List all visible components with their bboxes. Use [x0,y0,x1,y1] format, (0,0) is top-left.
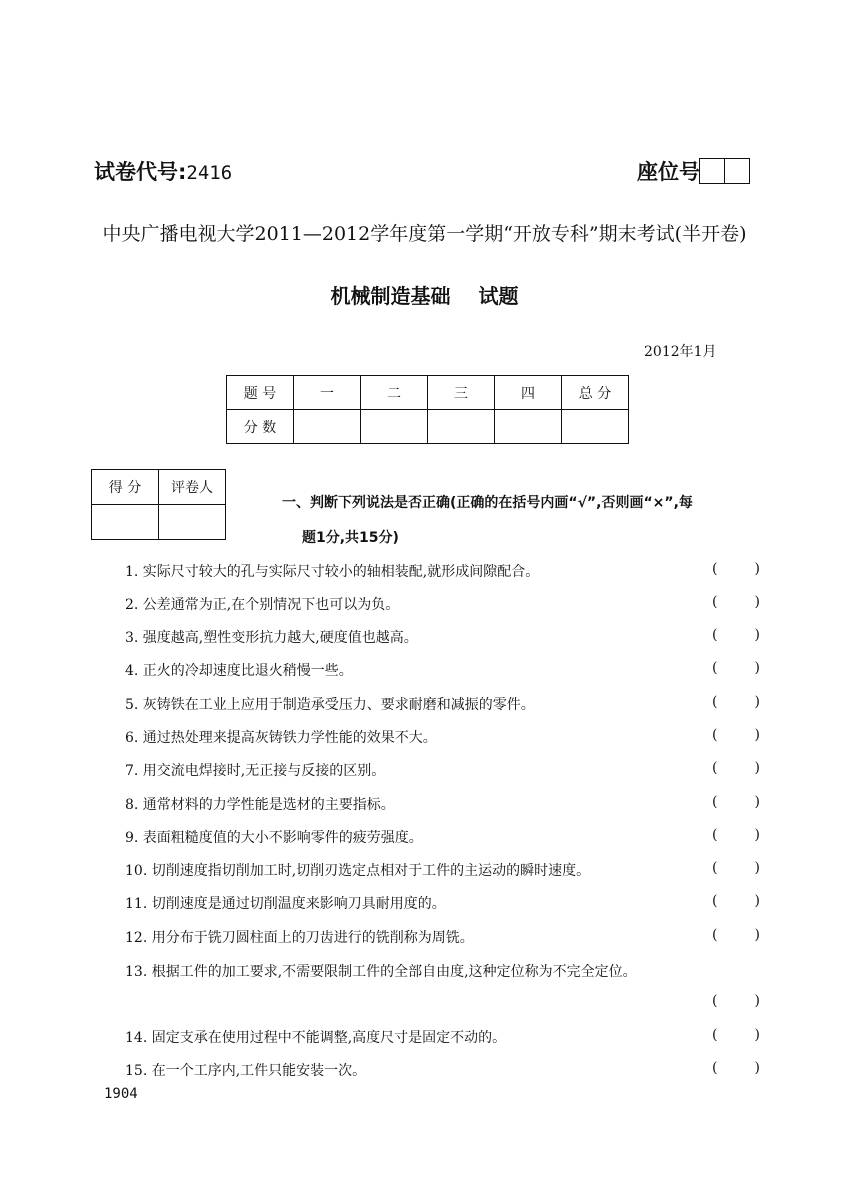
section-heading-cont: 题1分,共15分) [302,530,399,546]
paren-open: ( [712,1060,718,1076]
answer-parentheses[interactable] [712,561,760,577]
score-table-cell: 一 [294,376,361,410]
question-text: 5. 灰铸铁在工业上应用于制造承受压力、要求耐磨和减振的零件。 [125,697,535,713]
seat-number-label: 座位号 [637,160,700,184]
score-entry-total[interactable] [562,410,629,444]
paren-close: ) [754,561,760,577]
paren-close: ) [754,594,760,610]
score-entry-2[interactable] [361,410,428,444]
answer-parentheses[interactable] [712,893,760,909]
paren-open: ( [712,627,718,643]
grader-name-label: 评卷人 [159,470,226,505]
seat-number [637,156,750,186]
score-entry-1[interactable] [294,410,361,444]
answer-parentheses[interactable] [712,694,760,710]
question-text: 15. 在一个工序内,工件只能安装一次。 [125,1063,367,1079]
answer-parentheses[interactable] [712,794,760,810]
exam-date: 2012年1月 [644,344,717,360]
paren-open: ( [712,727,718,743]
paren-open: ( [712,594,718,610]
answer-parentheses[interactable] [712,760,760,776]
grader-name-entry[interactable] [159,505,226,540]
score-table [226,375,629,444]
paper-code-value: 2416 [186,162,233,184]
answer-parentheses[interactable] [712,927,760,943]
score-table-score-row [227,410,629,444]
question-text: 1. 实际尺寸较大的孔与实际尺寸较小的轴相装配,就形成间隙配合。 [125,564,540,580]
score-table-cell: 题 号 [227,376,294,410]
question-text: 13. 根据工件的加工要求,不需要限制工件的全部自由度,这种定位称为不完全定位。 [125,964,637,980]
paren-close: ) [754,927,760,943]
question-text: 8. 通常材料的力学性能是选材的主要指标。 [125,797,395,813]
question-text: 12. 用分布于铣刀圆柱面上的刀齿进行的铣削称为周铣。 [125,930,474,946]
seat-box-1[interactable] [699,158,725,184]
paren-close: ) [754,993,760,1009]
question-text: 3. 强度越高,塑性变形抗力越大,硬度值也越高。 [125,630,418,646]
paren-close: ) [754,893,760,909]
paren-close: ) [754,727,760,743]
question-text: 11. 切削速度是通过切削温度来影响刀具耐用度的。 [125,896,446,912]
subject-suffix: 试题 [478,284,519,308]
paren-open: ( [712,794,718,810]
paren-open: ( [712,694,718,710]
question-text: 6. 通过热处理来提高灰铸铁力学性能的效果不大。 [125,730,437,746]
question-text: 2. 公差通常为正,在个别情况下也可以为负。 [125,597,400,613]
seat-box-2[interactable] [724,158,750,184]
paren-close: ) [754,860,760,876]
page-number: 1904 [104,1086,138,1102]
answer-parentheses[interactable] [712,627,760,643]
answer-parentheses[interactable] [712,993,760,1009]
paren-close: ) [754,760,760,776]
question-text: 9. 表面粗糙度值的大小不影响零件的疲劳强度。 [125,830,423,846]
score-table-cell: 四 [495,376,562,410]
answer-parentheses[interactable] [712,660,760,676]
score-table-cell: 分 数 [227,410,294,444]
paren-open: ( [712,660,718,676]
section-heading: 一、判断下列说法是否正确(正确的在括号内画“√”,否则画“×”,每 [282,495,693,511]
answer-parentheses[interactable] [712,727,760,743]
paren-close: ) [754,827,760,843]
paren-close: ) [754,1060,760,1076]
score-table-cell: 总 分 [562,376,629,410]
grader-score-entry[interactable] [92,505,159,540]
paren-open: ( [712,927,718,943]
grader-score-label: 得 分 [92,470,159,505]
paren-open: ( [712,760,718,776]
score-table-cell: 三 [428,376,495,410]
subject-title [0,280,849,309]
grader-table [91,469,226,540]
answer-parentheses[interactable] [712,1027,760,1043]
paren-close: ) [754,794,760,810]
answer-parentheses[interactable] [712,860,760,876]
paren-close: ) [754,627,760,643]
paper-code [94,156,232,186]
paren-open: ( [712,561,718,577]
score-entry-3[interactable] [428,410,495,444]
score-table-cell: 二 [361,376,428,410]
paren-close: ) [754,694,760,710]
subject-name: 机械制造基础 [330,284,451,308]
exam-title: 中央广播电视大学2011—2012学年度第一学期“开放专科”期末考试(半开卷) [102,223,747,245]
answer-parentheses[interactable] [712,827,760,843]
paren-open: ( [712,993,718,1009]
paren-open: ( [712,893,718,909]
score-entry-4[interactable] [495,410,562,444]
paren-open: ( [712,827,718,843]
question-text: 10. 切削速度指切削加工时,切削刃选定点相对于工件的主运动的瞬时速度。 [125,863,591,879]
paren-open: ( [712,1027,718,1043]
question-text: 14. 固定支承在使用过程中不能调整,高度尺寸是固定不动的。 [125,1030,507,1046]
paren-close: ) [754,660,760,676]
answer-parentheses[interactable] [712,594,760,610]
question-text: 7. 用交流电焊接时,无正接与反接的区别。 [125,763,386,779]
score-table-header-row [227,376,629,410]
paren-close: ) [754,1027,760,1043]
paper-code-label: 试卷代号: [94,160,187,184]
question-text: 4. 正火的冷却速度比退火稍慢一些。 [125,663,353,679]
answer-parentheses[interactable] [712,1060,760,1076]
paren-open: ( [712,860,718,876]
